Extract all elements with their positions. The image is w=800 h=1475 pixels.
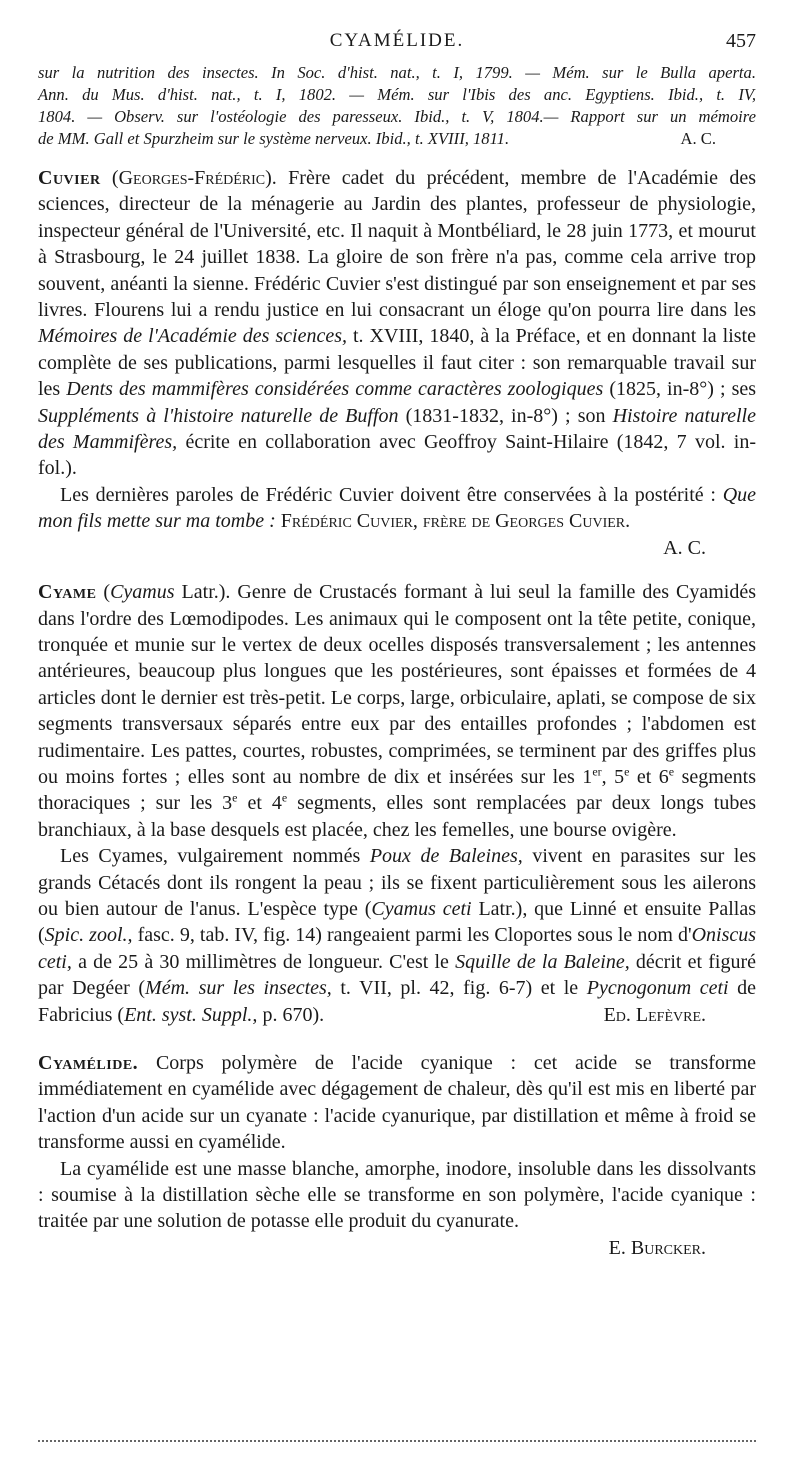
entry-cuvier [38,165,756,561]
page-body [38,62,756,1261]
entry-headword: Cuvier [38,167,101,189]
ref-line: 1804. — Observ. sur l'ostéologie des paresseux. Ibid., t. V, 1804.— Rapport sur un mémoire [38,107,756,126]
entry-cyamelide [38,1050,756,1261]
entry-paragraph: La cyamélide est une masse blanche, amorphe, inodore, insoluble dans les dissolvants : soumise à la distillation sèche elle se transforme en son polymère, l'acide cyanique : traitée par une solution de potasse elle produit du cyanurate. [38,1157,756,1233]
ref-line [38,128,756,150]
bibliography-continuation [38,62,756,150]
entry-paragraph: Les Cyames, vulgairement nommés Poux de Baleines, vivent en parasites sur les grands Cétacés dont ils rongent la peau ; ils se fixent particulièrement sous les ailerons ou bien autour de l'anus. L'espèce type (Cyamus ceti Latr.), que Linné et ensuite Pallas (Spic. zool., fasc. 9, tab. IV, fig. 14) rangeaient parmi les Cloportes sous le nom d'Oniscus ceti, a de 25 à 30 millimètres de longueur. C'est le Squille de la Baleine, décrit et figuré par Degéer (Mém. sur les insectes, t. VII, pl. 42, fig. 6-7) et le Pycnogonum ceti de Fabricius (Ent. syst. Suppl., p. 670). Ed. Lefèvre. [38,843,756,1028]
entry-name: (Georges-Frédéric). [111,167,277,189]
ref-line-text: de MM. Gall et Spurzheim sur le système nerveux. Ibid., t. XVIII, 1811. [38,129,510,148]
page-bottom-rule [38,1440,756,1444]
author-signature: A. C. [663,536,706,559]
entry-paragraph: Cyamélide. Corps polymère de l'acide cyanique : cet acide se transforme immédiatement en cyamélide avec dégagement de chaleur, dès qu'il est mis en liberté par l'action d'un acide sur un cyanate : l'acide cyanurique, par distillation et même à froid se transforme aussi en cyamélide. [38,1052,756,1154]
entry-headword: Cyamélide. [38,1052,139,1074]
entry-paragraph: Cyame (Cyamus Latr.). Genre de Crustacés formant à lui seul la famille des Cyamidés dans l'ordre des Lœmodipodes. Les animaux qui le composent ont la tête petite, conique, tronquée et munie sur le vertex de deux ocelles disposés transversalement ; les antennes antérieures, beaucoup plus longues que les postérieures, sont épaisses et formées de 4 articles dont le dernier est très-petit. Le corps, large, orbiculaire, aplati, se compose de six segments transversaux séparés entre eux par des entailles profondes ; l'abdomen est rudimentaire. Les pattes, courtes, robustes, comprimées, se terminent par des griffes plus ou moins fortes ; elles sont au nombre de dix et insérées sur les 1er, 5e et 6e segments thoraciques ; sur les 3e et 4e segments, elles sont remplacées par deux longs tubes branchiaux, à la base desquels est placée, chez les femelles, une bourse ovigère. [38,581,757,841]
ref-line: Ann. du Mus. d'hist. nat., t. I, 1802. — Mém. sur l'Ibis des anc. Egyptiens. Ibid., t. IV, [38,85,756,104]
latin-name: Cyamus [110,581,175,604]
page-header [38,30,756,60]
entry-paragraph: Les dernières paroles de Frédéric Cuvier doivent être conservées à la postérité : Que mon fils mette sur ma tombe : Frédéric Cuvier, frère de Georges Cuvier. [38,483,757,533]
page-number: 457 [726,30,756,52]
ref-line: sur la nutrition des insectes. In Soc. d'hist. nat., t. I, 1799. — Mém. sur le Bulla aperta. [38,63,756,82]
author-signature: Ed. Lefèvre. [603,1003,706,1026]
author-signature: A. C. [680,129,716,148]
entry-paragraph: Cuvier (Georges-Frédéric). Frère cadet du précédent, membre de l'Académie des sciences, directeur de la ménagerie au Jardin des plantes, professeur de physiologie, inspecteur général de l'Université, etc. Il naquit à Montbéliard, le 28 juin 1773, et mourut à Strasbourg, le 24 juillet 1838. La gloire de son frère n'a pas, comme cela arrive trop souvent, anéanti la sienne. Frédéric Cuvier s'est distingué par son enseignement et par ses livres. Flourens lui a rendu justice en lui consacrant un éloge qu'on pourra lire dans les Mémoires de l'Académie des sciences, t. XVIII, 1840, à la Préface, et en donnant la liste complète de ses publications, parmi lesquelles il faut citer : son remarquable travail sur les Dents des mammifères considérées comme caractères zoologiques (1825, in-8°) ; ses Suppléments à l'histoire naturelle de Buffon (1831-1832, in-8°) ; son Histoire naturelle des Mammifères, écrite en collaboration avec Geoffroy Saint-Hilaire (1842, 7 vol. in-fol.). [38,167,757,480]
author-signature: E. Burcker. [608,1236,706,1259]
entry-cyame [38,579,756,1028]
running-title: CYAMÉLIDE. [329,30,465,51]
entry-headword: Cyame [38,581,97,604]
